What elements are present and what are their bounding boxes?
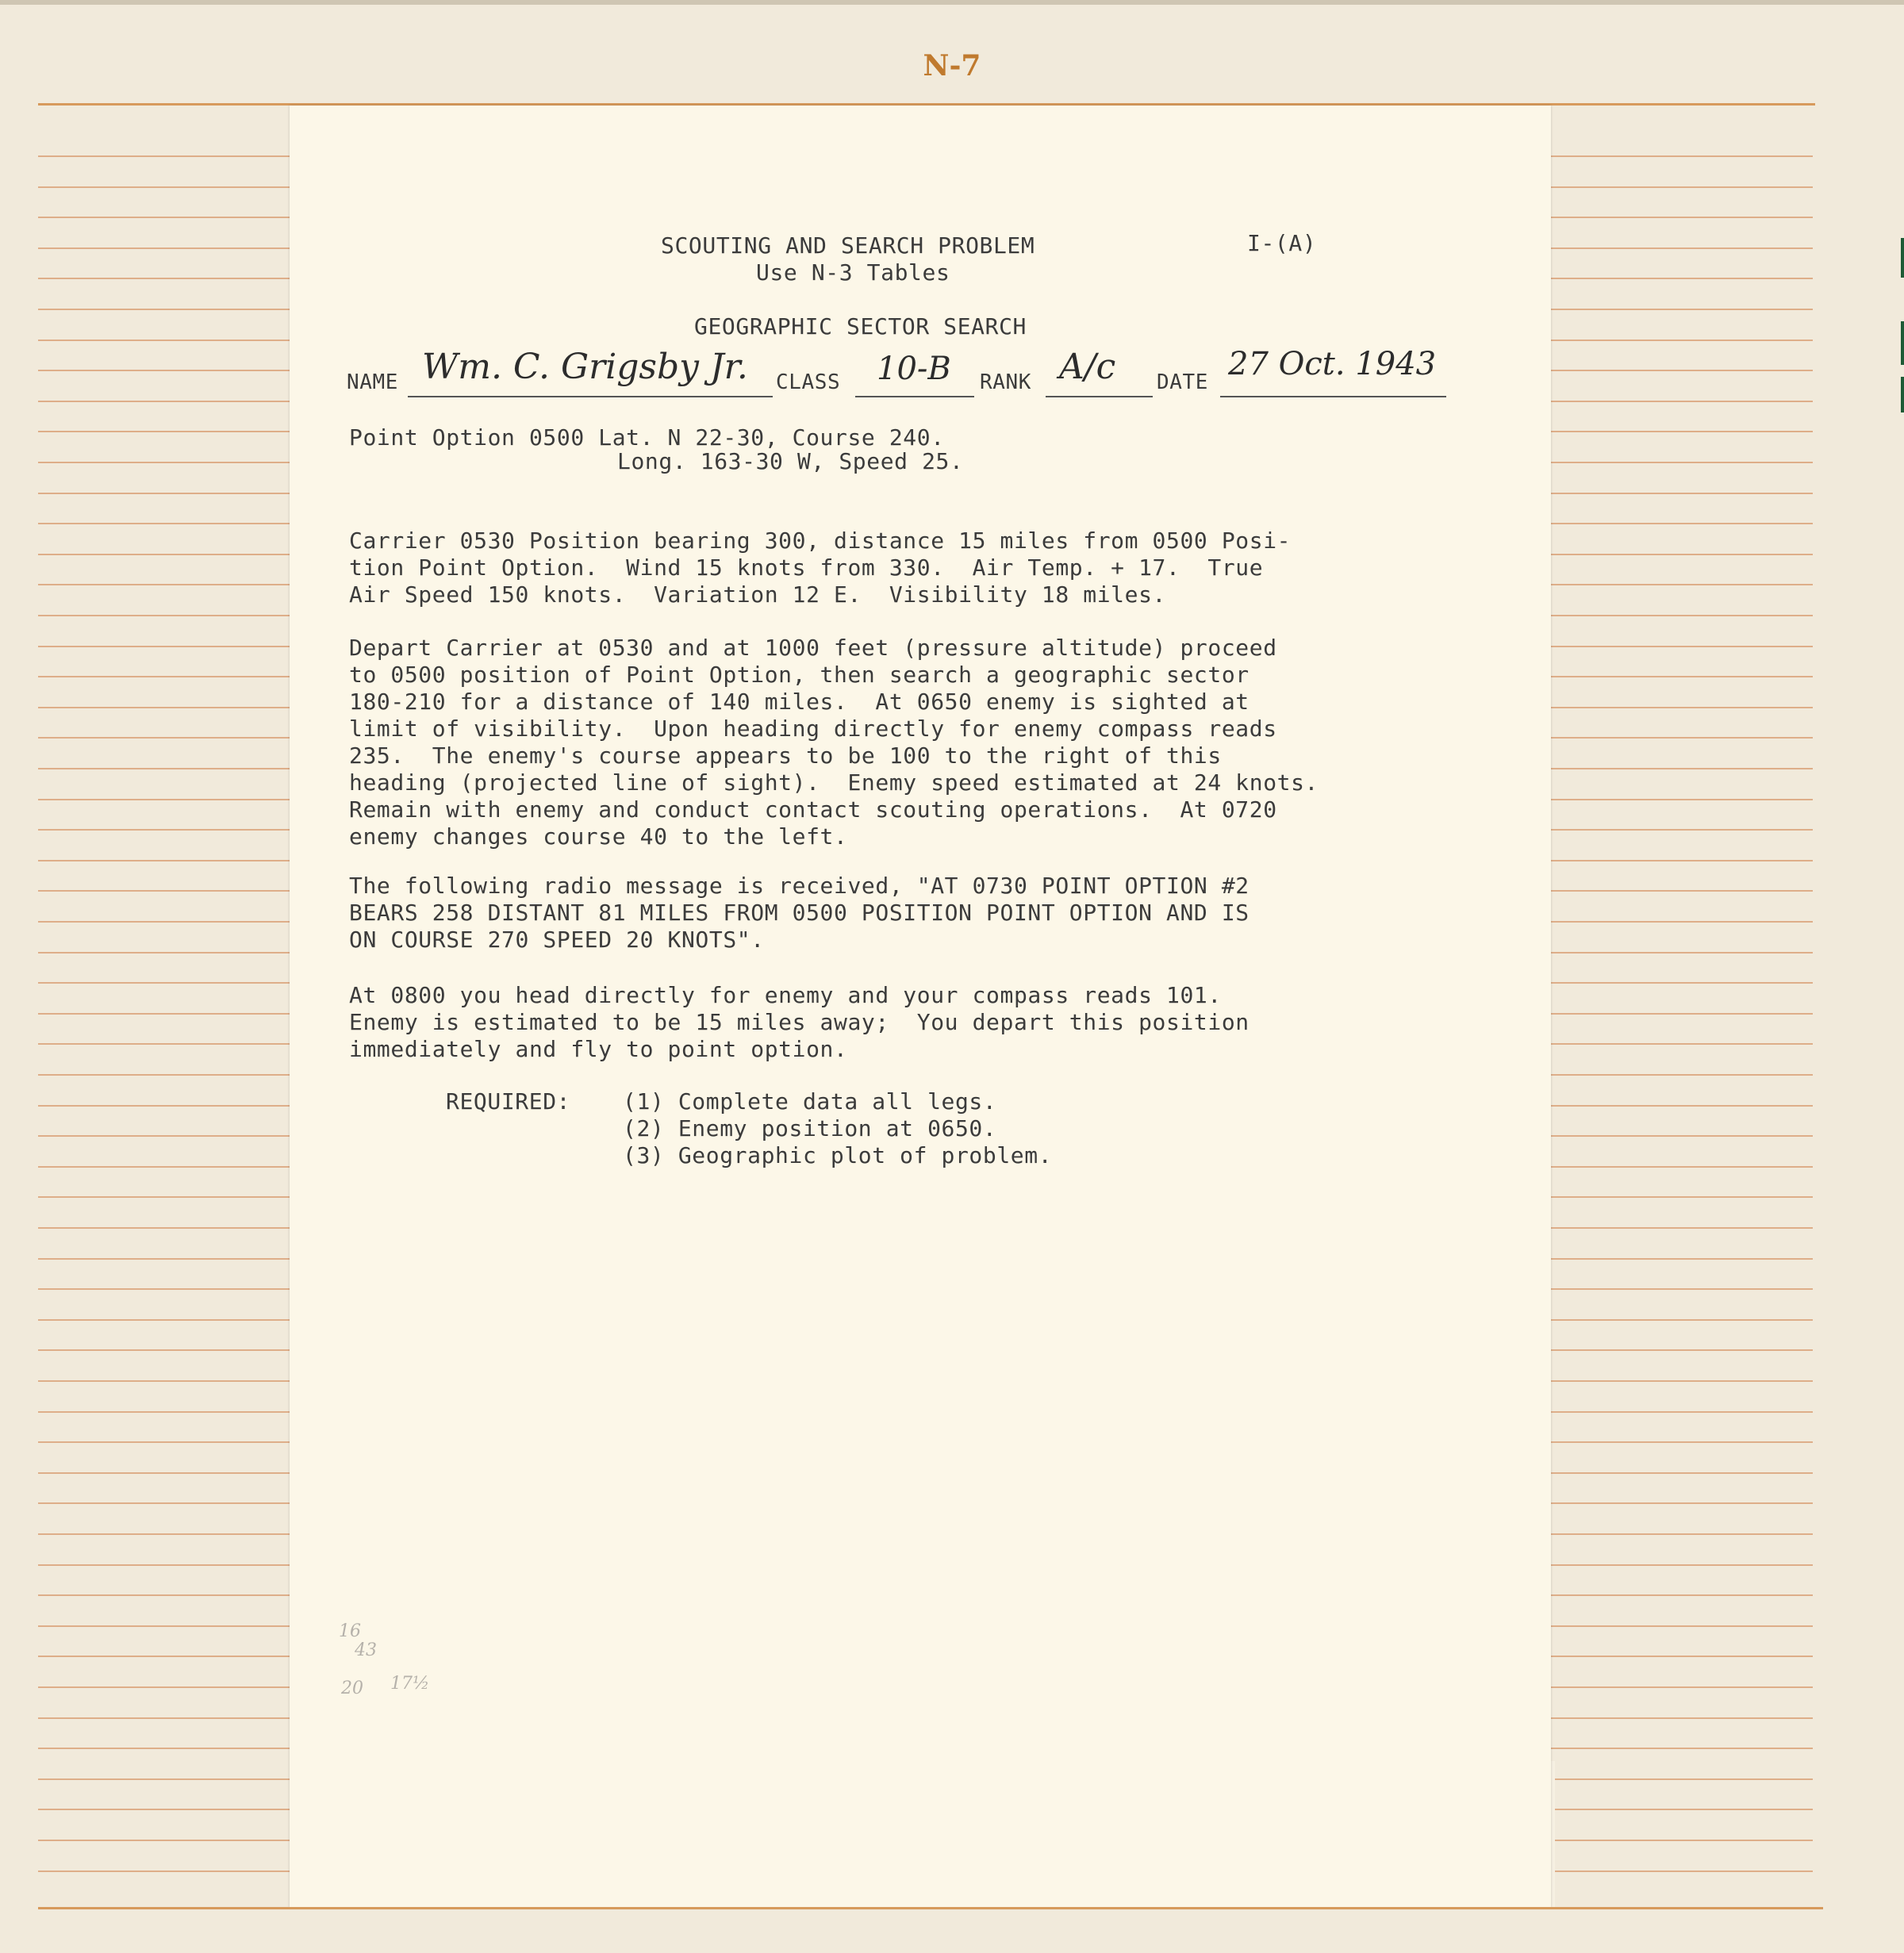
ruled-line: [1551, 1502, 1813, 1504]
ruled-line: [1551, 1105, 1813, 1107]
ruled-line: [1551, 217, 1813, 218]
ruled-line: [1551, 707, 1813, 708]
orange-rule-bottom: [38, 1907, 1823, 1909]
ruled-line: [1551, 1809, 1813, 1810]
ruled-line: [1551, 1349, 1813, 1351]
ruled-line: [38, 1656, 292, 1657]
ruled-line: [38, 646, 292, 647]
ruled-line: [1551, 1717, 1813, 1719]
text-line: immediately and fly to point option.: [349, 1036, 848, 1062]
ruled-line: [1551, 768, 1813, 769]
ruled-line: [38, 1258, 292, 1260]
ruled-line: [1551, 676, 1813, 677]
name-value: Wm. C. Grigsby Jr.: [422, 347, 748, 387]
green-tab-marker: [1901, 321, 1904, 365]
ruled-line: [1551, 1288, 1813, 1290]
text-line: Remain with enemy and conduct contact scouting operations. At 0720: [349, 796, 1277, 823]
ruled-line: [1551, 799, 1813, 800]
pencil-note: 20: [341, 1679, 363, 1698]
ruled-line: [38, 370, 292, 371]
ruled-line: [38, 1778, 292, 1780]
ruled-line: [38, 1594, 292, 1596]
ruled-line: [1551, 646, 1813, 647]
text-line: limit of visibility. Upon heading directly for enemy compass reads: [349, 716, 1277, 742]
text-line: ON COURSE 270 SPEED 20 KNOTS".: [349, 927, 765, 953]
ruled-line: [1551, 1043, 1813, 1045]
rank-label: RANK: [980, 370, 1032, 394]
ruled-line: [38, 1288, 292, 1290]
ruled-line: [38, 1717, 292, 1719]
ruled-line: [38, 217, 292, 218]
text-line: 180-210 for a distance of 140 miles. At 0650 enemy is sighted at: [349, 689, 1250, 715]
ruled-line: [1551, 247, 1813, 249]
ruled-line: [38, 247, 292, 249]
required-list: [623, 1088, 1052, 1169]
ruled-line: [1551, 186, 1813, 188]
ruled-line: [38, 1043, 292, 1045]
ruled-line: [1551, 890, 1813, 892]
date-value: 27 Oct. 1943: [1228, 346, 1437, 382]
ruled-line: [1551, 1748, 1813, 1749]
ruled-line: [1551, 982, 1813, 984]
ruled-line: [38, 584, 292, 585]
ruled-line: [1551, 921, 1813, 923]
pencil-note: 16: [339, 1621, 361, 1641]
ruled-line: [38, 1227, 292, 1229]
rank-underline: [1046, 396, 1153, 397]
date-label: DATE: [1157, 370, 1209, 394]
ruled-line: [38, 890, 292, 892]
ruled-line: [1551, 615, 1813, 616]
ruled-line: [1551, 462, 1813, 463]
page-label: N-7: [923, 49, 981, 82]
ruled-line: [1551, 155, 1813, 157]
text-line: heading (projected line of sight). Enemy speed estimated at 24 knots.: [349, 769, 1319, 796]
ruled-line: [1551, 1441, 1813, 1443]
ruled-line: [1551, 370, 1813, 371]
ruled-line: [38, 1166, 292, 1168]
ruled-line: [38, 1686, 292, 1688]
ruled-line: [38, 1319, 292, 1321]
ruled-line: [38, 1105, 292, 1107]
ruled-line: [1551, 1564, 1813, 1566]
ruled-line: [38, 1748, 292, 1749]
ruled-line: [38, 799, 292, 800]
ruled-line: [38, 952, 292, 953]
ruled-line: [1551, 1871, 1813, 1872]
paragraph-carrier-position: [349, 528, 1476, 608]
class-value: 10-B: [877, 351, 951, 387]
class-label: CLASS: [776, 370, 841, 394]
ruled-line: [1551, 1227, 1813, 1229]
name-underline: [408, 396, 773, 397]
ruled-line: [38, 1502, 292, 1504]
ruled-line: [38, 860, 292, 861]
rank-value: A/c: [1059, 347, 1116, 387]
paragraph-radio-message: [349, 873, 1476, 953]
required-item: (3) Geographic plot of problem.: [623, 1142, 1053, 1168]
ruled-margin-right: [1551, 0, 1813, 1953]
paragraph-return-leg: [349, 982, 1476, 1063]
ruled-line: [1551, 1319, 1813, 1321]
ruled-line: [38, 186, 292, 188]
ruled-line: [1551, 523, 1813, 524]
text-line: Enemy is estimated to be 15 miles away; You depart this position: [349, 1009, 1250, 1035]
ruled-line: [1551, 309, 1813, 310]
ruled-line: [1551, 1258, 1813, 1260]
ruled-line: [1551, 278, 1813, 279]
ruled-line: [1551, 401, 1813, 402]
ruled-line: [1551, 1472, 1813, 1474]
text-line: Carrier 0530 Position bearing 300, distance 15 miles from 0500 Posi-: [349, 528, 1292, 554]
ruled-line: [1551, 1594, 1813, 1596]
green-tab-marker: [1901, 238, 1904, 278]
ruled-line: [38, 1196, 292, 1198]
ruled-line: [1551, 860, 1813, 861]
text-line: Air Speed 150 knots. Variation 12 E. Visibility 18 miles.: [349, 581, 1166, 608]
text-line: tion Point Option. Wind 15 knots from 330. Air Temp. + 17. True: [349, 554, 1264, 581]
required-item: (2) Enemy position at 0650.: [623, 1115, 997, 1141]
ruled-line: [38, 1380, 292, 1382]
ruled-line: [1551, 1166, 1813, 1168]
class-underline: [855, 396, 974, 397]
point-option-line-2: Long. 163-30 W, Speed 25.: [617, 448, 964, 474]
green-tab-marker: [1901, 377, 1904, 412]
ruled-line: [38, 1074, 292, 1076]
ruled-line: [1551, 554, 1813, 555]
text-line: 235. The enemy's course appears to be 100 to the right of this: [349, 742, 1222, 769]
name-label: NAME: [347, 370, 399, 394]
ruled-line: [1551, 737, 1813, 739]
ruled-line: [38, 768, 292, 769]
ruled-line: [1551, 1778, 1813, 1780]
pencil-note: 17½: [390, 1674, 430, 1694]
ruled-line: [1551, 1656, 1813, 1657]
ruled-line: [1551, 1686, 1813, 1688]
ruled-line: [38, 1472, 292, 1474]
ruled-line: [1551, 1196, 1813, 1198]
text-line: Depart Carrier at 0530 and at 1000 feet (pressure altitude) proceed: [349, 635, 1277, 661]
ruled-line: [38, 523, 292, 524]
ruled-line: [38, 554, 292, 555]
ruled-line: [38, 1809, 292, 1810]
problem-id: I-(A): [1247, 230, 1317, 256]
ruled-line: [38, 462, 292, 463]
ruled-line: [1551, 829, 1813, 831]
date-underline: [1220, 396, 1446, 397]
ruled-line: [1551, 1135, 1813, 1137]
ruled-line: [38, 1840, 292, 1841]
ruled-line: [1551, 584, 1813, 585]
ruled-line: [38, 1135, 292, 1137]
ruled-line: [38, 493, 292, 494]
ruled-line: [38, 1533, 292, 1535]
text-line: enemy changes course 40 to the left.: [349, 823, 848, 850]
ruled-line: [1551, 1380, 1813, 1382]
ruled-line: [1551, 1625, 1813, 1627]
ruled-line: [38, 982, 292, 984]
ruled-line: [38, 921, 292, 923]
ruled-line: [38, 737, 292, 739]
ruled-line: [38, 278, 292, 279]
ruled-line: [1551, 431, 1813, 432]
ruled-line: [38, 829, 292, 831]
ruled-line: [38, 707, 292, 708]
ruled-line: [38, 1871, 292, 1872]
required-item: (1) Complete data all legs.: [623, 1088, 997, 1115]
ruled-line: [1551, 1840, 1813, 1841]
ruled-line: [38, 615, 292, 616]
text-line: to 0500 position of Point Option, then search a geographic sector: [349, 662, 1250, 688]
ruled-line: [1551, 1074, 1813, 1076]
ruled-line: [1551, 1411, 1813, 1413]
ruled-line: [38, 155, 292, 157]
ruled-margin-left: [38, 0, 292, 1953]
ruled-line: [38, 309, 292, 310]
ruled-line: [38, 431, 292, 432]
ruled-line: [38, 1441, 292, 1443]
required-label: REQUIRED:: [446, 1088, 571, 1115]
ruled-line: [38, 1013, 292, 1015]
ruled-line: [1551, 1533, 1813, 1535]
ruled-line: [1551, 493, 1813, 494]
ruled-line: [1551, 1013, 1813, 1015]
ruled-line: [38, 340, 292, 341]
text-line: The following radio message is received, "AT 0730 POINT OPTION #2: [349, 873, 1250, 899]
search-type: GEOGRAPHIC SECTOR SEARCH: [694, 313, 1027, 340]
text-line: BEARS 258 DISTANT 81 MILES FROM 0500 POSITION POINT OPTION AND IS: [349, 900, 1250, 926]
point-option-line-1: Point Option 0500 Lat. N 22-30, Course 240.: [349, 424, 945, 451]
ruled-line: [1551, 340, 1813, 341]
problem-title: SCOUTING AND SEARCH PROBLEM: [661, 232, 1035, 259]
ruled-line: [38, 1564, 292, 1566]
ruled-line: [38, 676, 292, 677]
paragraph-search-instructions: [349, 635, 1476, 850]
text-line: At 0800 you head directly for enemy and your compass reads 101.: [349, 982, 1222, 1008]
ruled-line: [38, 1411, 292, 1413]
pencil-note: 43: [355, 1640, 377, 1660]
ruled-line: [1551, 952, 1813, 953]
ruled-line: [38, 1625, 292, 1627]
ruled-line: [38, 401, 292, 402]
ruled-line: [38, 1349, 292, 1351]
problem-subtitle: Use N-3 Tables: [756, 259, 950, 286]
